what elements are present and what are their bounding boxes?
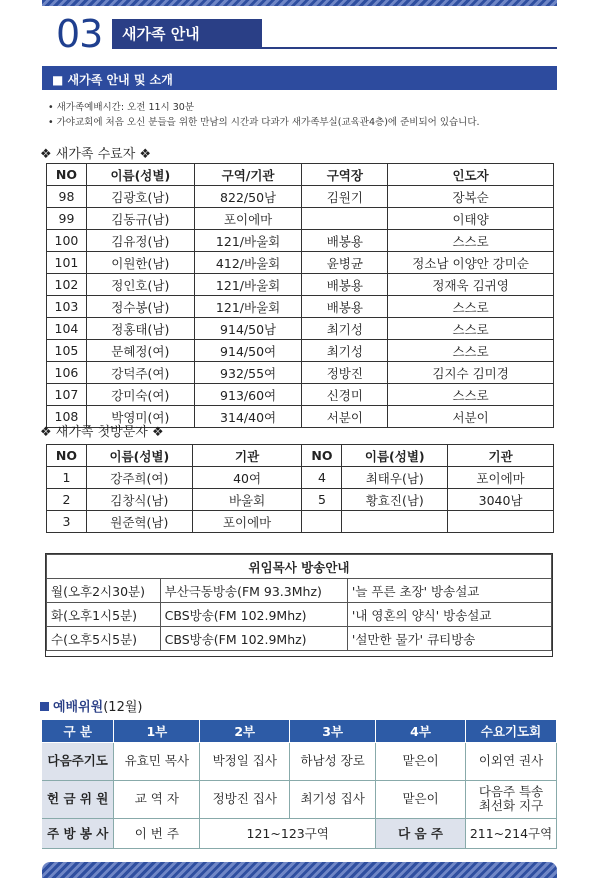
broadcast-title: 위임목사 방송안내 [47, 555, 552, 579]
worship-header-row [42, 720, 557, 742]
table-cell: 최태우(남) [342, 467, 448, 489]
table-cell: 2 [47, 489, 87, 511]
column-header: 기관 [192, 445, 302, 467]
table-cell: 412/바울회 [194, 252, 302, 274]
worship-title-month: (12월) [103, 700, 143, 715]
table-cell [448, 511, 554, 533]
table-cell: 40여 [192, 467, 302, 489]
table-cell: 김동규(남) [86, 208, 194, 230]
header-underline [112, 47, 557, 49]
worship-cell: 박정일 집사 [200, 742, 290, 780]
table-row [47, 208, 554, 230]
column-header: 구 분 [42, 720, 114, 742]
worship-cell: 이외연 권사 [466, 742, 557, 780]
table-cell: 98 [47, 186, 87, 208]
broadcast-cell: CBS방송(FM 102.9Mhz) [160, 603, 347, 627]
column-header: 이름(성별) [86, 445, 192, 467]
row-header: 주 방 봉 사 [42, 818, 114, 848]
visitors-table [46, 444, 554, 533]
intro-bullets [48, 100, 558, 130]
worship-row [42, 742, 557, 780]
table-row [47, 511, 554, 533]
table-cell: 914/50남 [194, 318, 302, 340]
table-cell: 스스로 [388, 318, 554, 340]
table-row [47, 252, 554, 274]
bullet-worship-time: • 새가족예배시간: 오전 11시 30분 [48, 102, 195, 113]
kitchen-duty-row [42, 818, 557, 848]
graduates-heading: ❖ 새가족 수료자 ❖ [40, 147, 152, 162]
table-cell: 5 [302, 489, 342, 511]
table-cell [302, 511, 342, 533]
table-cell: 정인호(남) [86, 274, 194, 296]
table-cell: 서분이 [388, 406, 554, 428]
table-cell: 황효진(남) [342, 489, 448, 511]
top-decor-stripe [42, 0, 557, 6]
table-cell: 최기성 [302, 340, 388, 362]
table-cell: 문혜정(여) [86, 340, 194, 362]
table-cell: 김원기 [302, 186, 388, 208]
table-cell: 바울회 [192, 489, 302, 511]
table-cell: 배봉용 [302, 274, 388, 296]
visitors-heading: ❖ 새가족 첫방문자 ❖ [40, 425, 164, 440]
table-cell: 윤병균 [302, 252, 388, 274]
broadcast-row [47, 603, 552, 627]
broadcast-cell: CBS방송(FM 102.9Mhz) [160, 627, 347, 651]
table-cell: 121/바울회 [194, 230, 302, 252]
row-header: 헌 금 위 원 [42, 780, 114, 818]
table-row [47, 362, 554, 384]
worship-cell: 유효민 목사 [114, 742, 200, 780]
table-cell [302, 208, 388, 230]
table-cell: 스스로 [388, 384, 554, 406]
column-header: NO [47, 445, 87, 467]
table-cell: 원준혁(남) [86, 511, 192, 533]
table-cell: 강미숙(여) [86, 384, 194, 406]
column-header: NO [47, 164, 87, 186]
this-week-value: 121~123구역 [200, 818, 376, 848]
table-row [47, 296, 554, 318]
worship-cell: 최기성 집사 [290, 780, 376, 818]
table-cell: 100 [47, 230, 87, 252]
table-row [47, 340, 554, 362]
next-week-value: 211~214구역 [466, 818, 557, 848]
table-cell: 최기성 [302, 318, 388, 340]
table-cell: 108 [47, 406, 87, 428]
table-row [47, 489, 554, 511]
table-cell: 서분이 [302, 406, 388, 428]
table-cell: 104 [47, 318, 87, 340]
table-cell: 박영미(여) [86, 406, 194, 428]
broadcast-cell: '늘 푸른 초장' 방송설교 [347, 579, 551, 603]
table-cell: 김광호(남) [86, 186, 194, 208]
table-cell [342, 511, 448, 533]
column-header: 이름(성별) [342, 445, 448, 467]
column-header: 수요기도회 [466, 720, 557, 742]
table-cell: 103 [47, 296, 87, 318]
table-row [47, 274, 554, 296]
table-cell: 107 [47, 384, 87, 406]
row-header: 다음주기도 [42, 742, 114, 780]
broadcast-cell: 부산극동방송(FM 93.3Mhz) [160, 579, 347, 603]
table-cell: 이태양 [388, 208, 554, 230]
broadcast-cell: 수(오후5시5분) [47, 627, 161, 651]
this-week-label: 이 번 주 [114, 818, 200, 848]
intro-bar: ■ 새가족 안내 및 소개 [42, 66, 557, 90]
table-row [47, 384, 554, 406]
table-row [47, 230, 554, 252]
worship-cell: 정방진 집사 [200, 780, 290, 818]
section-number: 03 [56, 12, 103, 56]
table-cell: 신경미 [302, 384, 388, 406]
table-cell: 정방진 [302, 362, 388, 384]
column-header: 구역/기관 [194, 164, 302, 186]
square-icon [40, 702, 49, 711]
table-cell: 932/55여 [194, 362, 302, 384]
table-cell: 장복순 [388, 186, 554, 208]
broadcast-cell: 화(오후1시5분) [47, 603, 161, 627]
table-cell: 914/50여 [194, 340, 302, 362]
table-row [47, 467, 554, 489]
table-cell: 822/50남 [194, 186, 302, 208]
table-cell: 정재욱 김귀영 [388, 274, 554, 296]
table-cell: 1 [47, 467, 87, 489]
table-cell: 4 [302, 467, 342, 489]
table-cell: 101 [47, 252, 87, 274]
broadcast-cell: '내 영혼의 양식' 방송설교 [347, 603, 551, 627]
graduates-table [46, 163, 554, 428]
table-row [47, 318, 554, 340]
table-cell: 배봉용 [302, 296, 388, 318]
table-cell: 스스로 [388, 230, 554, 252]
worship-row [42, 780, 557, 818]
column-header: 이름(성별) [86, 164, 194, 186]
table-cell: 106 [47, 362, 87, 384]
table-cell: 314/40여 [194, 406, 302, 428]
table-cell: 121/바울회 [194, 296, 302, 318]
table-cell: 강주희(여) [86, 467, 192, 489]
table-cell: 김유정(남) [86, 230, 194, 252]
table-cell: 김창식(남) [86, 489, 192, 511]
table-cell: 정수봉(남) [86, 296, 194, 318]
column-header: 3부 [290, 720, 376, 742]
table-cell: 3 [47, 511, 87, 533]
table-cell: 배봉용 [302, 230, 388, 252]
worship-cell: 교 역 자 [114, 780, 200, 818]
table-cell: 강덕주(여) [86, 362, 194, 384]
table-cell: 102 [47, 274, 87, 296]
column-header: 1부 [114, 720, 200, 742]
worship-heading [40, 696, 142, 715]
section-title: 새가족 안내 [112, 19, 262, 47]
table-cell: 스스로 [388, 340, 554, 362]
table-cell: 포이에마 [192, 511, 302, 533]
table-cell: 스스로 [388, 296, 554, 318]
table-cell: 105 [47, 340, 87, 362]
section-header [42, 12, 557, 56]
column-header: 2부 [200, 720, 290, 742]
worship-cell: 맡은이 [376, 742, 466, 780]
column-header: 인도자 [388, 164, 554, 186]
table-cell: 913/60여 [194, 384, 302, 406]
column-header: 4부 [376, 720, 466, 742]
table-cell: 김지수 김미경 [388, 362, 554, 384]
worship-cell: 하남성 장로 [290, 742, 376, 780]
table-cell: 이원한(남) [86, 252, 194, 274]
table-row [47, 186, 554, 208]
column-header: NO [302, 445, 342, 467]
worship-table [42, 720, 557, 849]
bullet-meeting-info: • 가야교회에 처음 오신 분들을 위한 만남의 시간과 다과가 새가족부실(교육관4층)에 준비되어 있습니다. [48, 117, 480, 128]
table-cell: 99 [47, 208, 87, 230]
worship-cell: 맡은이 [376, 780, 466, 818]
table-cell: 121/바울회 [194, 274, 302, 296]
worship-title-bold: 예배위원 [53, 700, 104, 715]
broadcast-cell: '설만한 물가' 큐티방송 [347, 627, 551, 651]
worship-cell: 다음주 특송 최선화 지구 [466, 780, 557, 818]
table-cell: 정소남 이양안 강미순 [388, 252, 554, 274]
broadcast-cell: 월(오후2시30분) [47, 579, 161, 603]
table-cell: 포이에마 [448, 467, 554, 489]
table-cell: 3040남 [448, 489, 554, 511]
broadcast-row [47, 627, 552, 651]
column-header: 기관 [448, 445, 554, 467]
broadcast-row [47, 579, 552, 603]
table-cell: 정홍태(남) [86, 318, 194, 340]
table-cell: 포이에마 [194, 208, 302, 230]
bottom-decor-stripe [42, 862, 557, 878]
next-week-label: 다 음 주 [376, 818, 466, 848]
broadcast-box [45, 553, 553, 657]
column-header: 구역장 [302, 164, 388, 186]
